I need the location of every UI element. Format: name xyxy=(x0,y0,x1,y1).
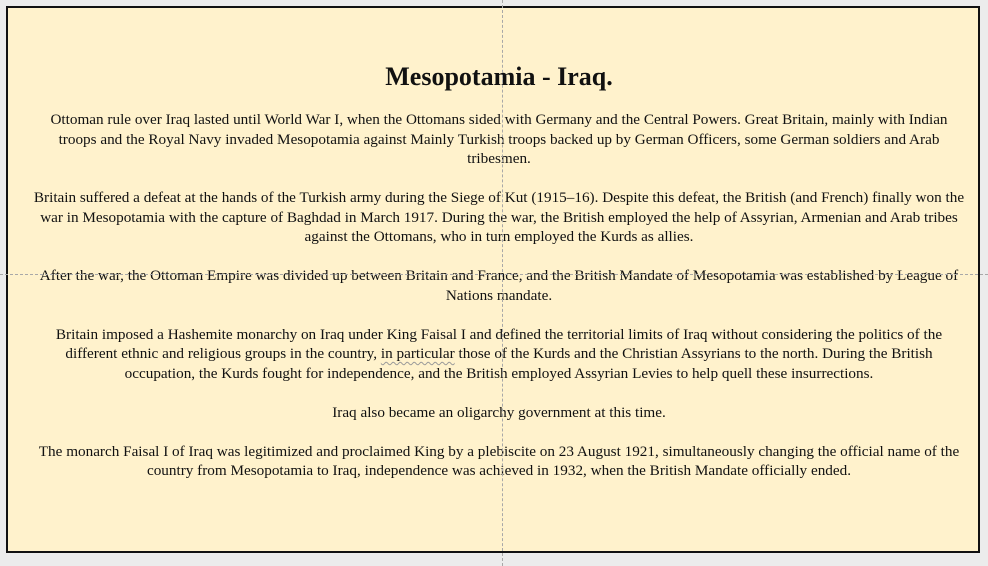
slide-text-box[interactable] xyxy=(32,60,966,500)
paragraph-hashemite-text-start: Britain imposed a Hashemite monarchy on Iraq under King Faisal I and defined the territorial limits of Iraq without considering the politics of the different ethnic and religious groups in the country, xyxy=(55,325,943,362)
paragraph-hashemite-text-end: those of the Kurds and the Christian Assyrians to the north. During the British occupation, the Kurds fought for independence, and the British employed Assyrian Levies to help quell these insurrections. xyxy=(124,345,933,382)
paragraph-oligarchy: Iraq also became an oligarchy government at this time. xyxy=(332,403,666,421)
slide-title: Mesopotamia - Iraq. xyxy=(385,62,613,91)
paragraph-ottoman-rule: Ottoman rule over Iraq lasted until World War I, when the Ottomans sided with Germany and the Central Powers. Great Britain, mainly with Indian troops and the Royal Navy invaded Mesopotamia against Mainly Turkish troops backed up by German Officers, some German soldiers and Arab tribesmen. xyxy=(50,111,948,167)
paragraph-faisal-plebiscite: The monarch Faisal I of Iraq was legitimized and proclaimed King by a plebiscite on 23 August 1921, simultaneously changing the official name of the country from Mesopotamia to Iraq, independence was achieved in 1932, when the British Mandate officially ended. xyxy=(38,442,960,479)
paragraph-hashemite-monarchy xyxy=(32,325,966,384)
spellcheck-underlined-text[interactable]: in particular xyxy=(380,345,455,362)
paragraph-siege-of-kut: Britain suffered a defeat at the hands of the Turkish army during the Siege of Kut (1915–16). Despite this defeat, the British (and French) finally won the war in Mesopotamia with the capture of Baghdad in March 1917. During the war, the British employed the help of Assyrian, Armenian and Arab tribes against the Ottomans, who in turn employed the Kurds as allies. xyxy=(33,189,965,245)
paragraph-after-war: After the war, the Ottoman Empire was divided up between Britain and France, and the British Mandate of Mesopotamia was established by League of Nations mandate. xyxy=(39,267,959,304)
slide[interactable] xyxy=(6,6,980,553)
